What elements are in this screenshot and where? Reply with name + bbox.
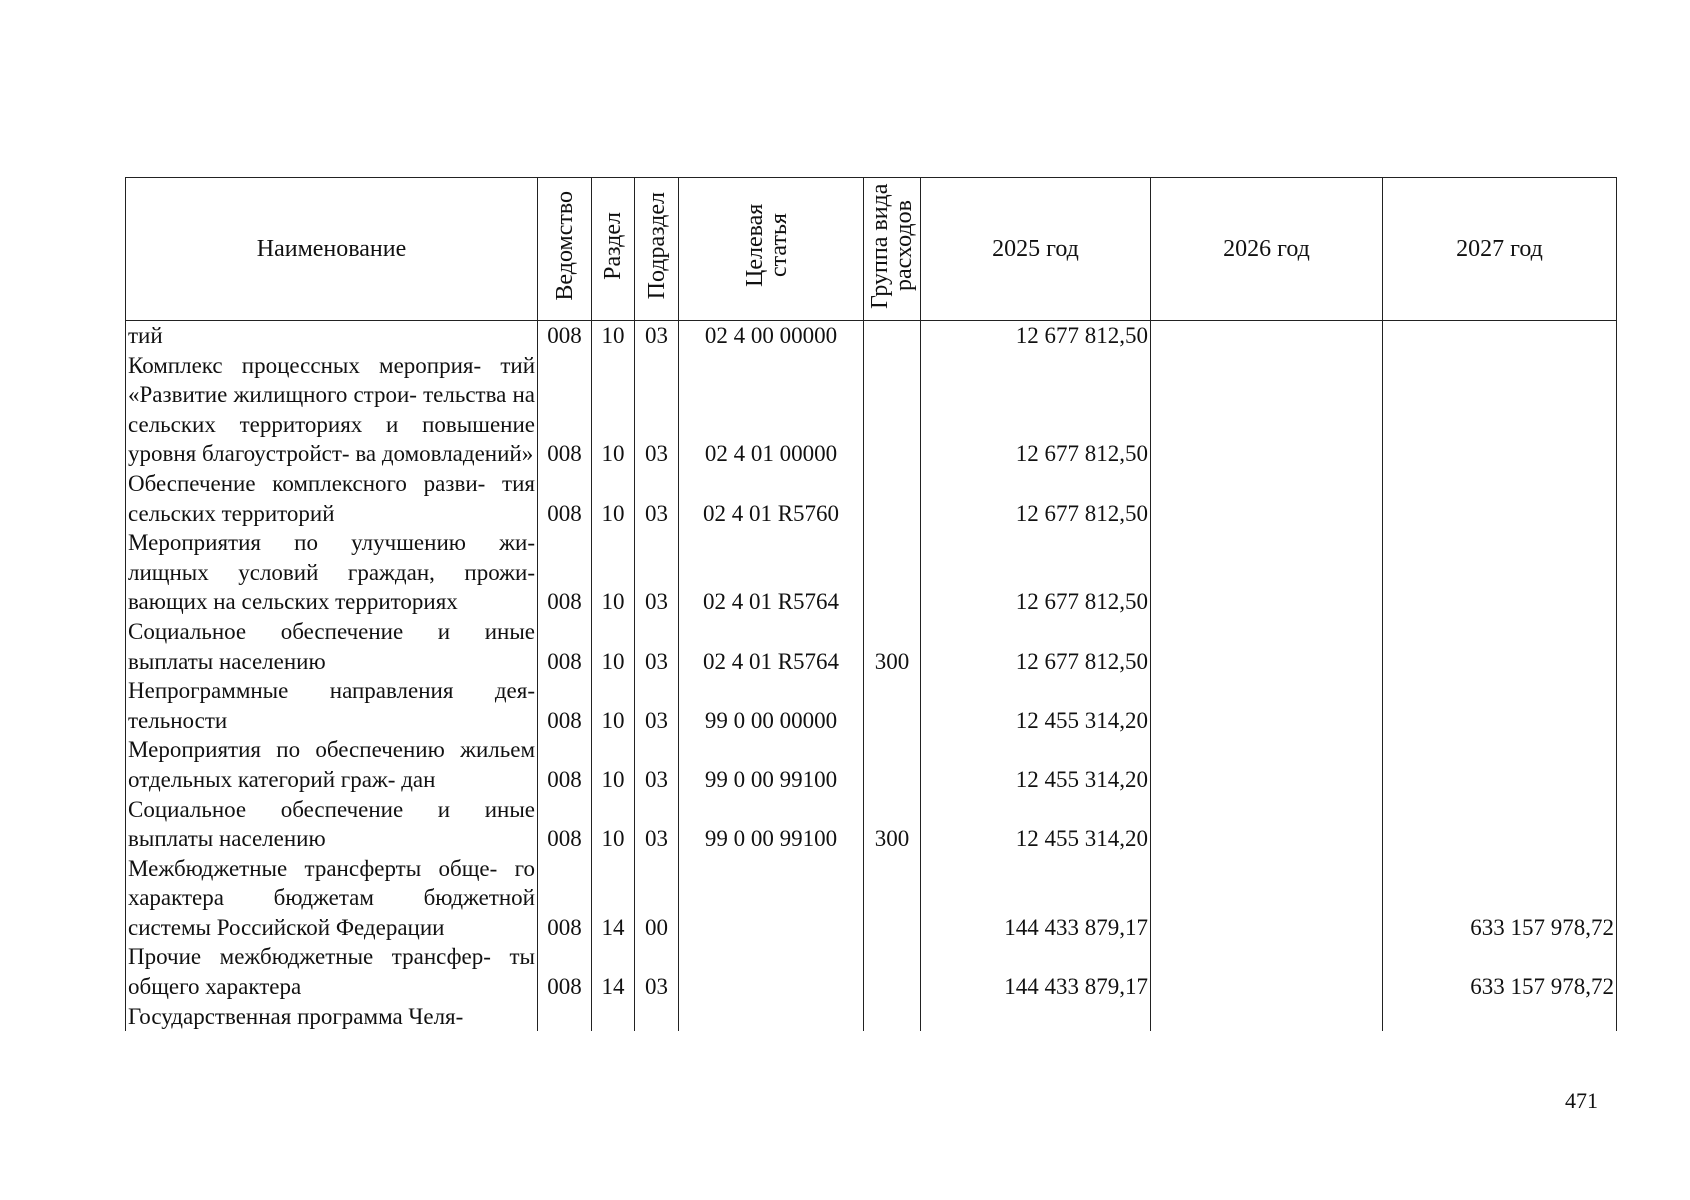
row-razdel: 10 [592,469,635,528]
row-2026 [1151,617,1383,676]
row-2025: 12 677 812,50 [921,528,1151,617]
header-gruppa-vida-rashodov: Группа вида расходов [864,178,921,321]
header-row [126,178,1617,321]
header-name: Наименование [126,178,538,321]
row-gruppa [864,321,921,351]
header-2026: 2026 год [1151,178,1383,321]
row-2025 [921,1002,1151,1032]
row-celevaya-statya: 02 4 01 R5760 [679,469,864,528]
row-2025: 12 677 812,50 [921,617,1151,676]
table-row [126,795,1617,854]
row-celevaya-statya [679,1002,864,1032]
row-2027 [1383,351,1617,469]
row-vedomstvo: 008 [538,528,592,617]
row-podrazdel: 03 [635,528,679,617]
row-name: Государственная программа Челя- [126,1002,538,1032]
row-podrazdel: 03 [635,795,679,854]
table-row [126,735,1617,794]
row-gruppa [864,1002,921,1032]
row-razdel: 14 [592,854,635,943]
row-2025: 12 677 812,50 [921,469,1151,528]
row-podrazdel: 03 [635,617,679,676]
table-row [126,321,1617,351]
row-2026 [1151,1002,1383,1032]
row-name: Социальное обеспечение и иные выплаты населению [126,795,538,854]
row-podrazdel [635,1002,679,1032]
row-2026 [1151,795,1383,854]
header-razdel: Раздел [592,178,635,321]
row-2027 [1383,528,1617,617]
row-2026 [1151,854,1383,943]
table-row [126,854,1617,943]
row-name: тий [126,321,538,351]
row-2026 [1151,528,1383,617]
page-number: 471 [1565,1088,1598,1113]
row-name: Межбюджетные трансферты обще- го характера бюджетам бюджетной системы Российской Федерации [126,854,538,943]
row-name: Социальное обеспечение и иные выплаты населению [126,617,538,676]
row-celevaya-statya: 99 0 00 00000 [679,676,864,735]
row-gruppa: 300 [864,617,921,676]
row-celevaya-statya [679,854,864,943]
row-name: Комплекс процессных мероприя- тий «Развитие жилищного строи- тельства на сельских территориях и повышение уровня благоустройст- ва домовладений» [126,351,538,469]
row-podrazdel: 03 [635,469,679,528]
row-2026 [1151,321,1383,351]
row-2025: 12 455 314,20 [921,795,1151,854]
row-vedomstvo: 008 [538,617,592,676]
row-vedomstvo: 008 [538,351,592,469]
table-row [126,617,1617,676]
row-razdel [592,1002,635,1032]
row-razdel: 10 [592,795,635,854]
row-vedomstvo: 008 [538,321,592,351]
row-vedomstvo: 008 [538,735,592,794]
row-2025: 144 433 879,17 [921,854,1151,943]
row-2025: 12 677 812,50 [921,351,1151,469]
row-2027 [1383,676,1617,735]
row-celevaya-statya: 99 0 00 99100 [679,735,864,794]
row-2027 [1383,469,1617,528]
budget-table [125,177,1617,1031]
row-2026 [1151,351,1383,469]
row-razdel: 14 [592,942,635,1001]
row-name: Обеспечение комплексного разви- тия сельских территорий [126,469,538,528]
row-podrazdel: 03 [635,942,679,1001]
row-vedomstvo: 008 [538,469,592,528]
row-gruppa [864,676,921,735]
row-razdel: 10 [592,676,635,735]
row-2027: 633 157 978,72 [1383,942,1617,1001]
row-podrazdel: 03 [635,676,679,735]
row-gruppa [864,854,921,943]
row-celevaya-statya: 02 4 01 R5764 [679,528,864,617]
row-razdel: 10 [592,617,635,676]
header-2027: 2027 год [1383,178,1617,321]
row-2026 [1151,469,1383,528]
row-vedomstvo: 008 [538,795,592,854]
row-2026 [1151,735,1383,794]
table-row [126,1002,1617,1032]
row-podrazdel: 00 [635,854,679,943]
row-razdel: 10 [592,528,635,617]
row-gruppa [864,942,921,1001]
row-celevaya-statya: 99 0 00 99100 [679,795,864,854]
row-name: Мероприятия по обеспечению жильем отдельных категорий граж- дан [126,735,538,794]
row-gruppa [864,351,921,469]
table-row [126,942,1617,1001]
header-celevaya-statya: Целевая статья [679,178,864,321]
row-podrazdel: 03 [635,351,679,469]
row-podrazdel: 03 [635,735,679,794]
row-vedomstvo [538,1002,592,1032]
row-2027 [1383,735,1617,794]
table-row [126,676,1617,735]
row-celevaya-statya: 02 4 01 R5764 [679,617,864,676]
row-name: Прочие межбюджетные трансфер- ты общего характера [126,942,538,1001]
row-2025: 144 433 879,17 [921,942,1151,1001]
header-podrazdel: Подраздел [635,178,679,321]
row-gruppa [864,469,921,528]
row-2026 [1151,676,1383,735]
row-razdel: 10 [592,735,635,794]
row-gruppa: 300 [864,795,921,854]
row-celevaya-statya: 02 4 01 00000 [679,351,864,469]
row-celevaya-statya [679,942,864,1001]
row-2025: 12 455 314,20 [921,676,1151,735]
row-2025: 12 677 812,50 [921,321,1151,351]
row-2027 [1383,1002,1617,1032]
row-razdel: 10 [592,351,635,469]
row-2025: 12 455 314,20 [921,735,1151,794]
row-razdel: 10 [592,321,635,351]
row-vedomstvo: 008 [538,854,592,943]
table-row [126,351,1617,469]
row-name: Мероприятия по улучшению жи- лищных условий граждан, прожи- вающих на сельских территориях [126,528,538,617]
header-vedomstvo: Ведомство [538,178,592,321]
header-2025: 2025 год [921,178,1151,321]
row-celevaya-statya: 02 4 00 00000 [679,321,864,351]
row-gruppa [864,528,921,617]
row-2027 [1383,617,1617,676]
row-2027 [1383,795,1617,854]
row-2027: 633 157 978,72 [1383,854,1617,943]
row-gruppa [864,735,921,794]
row-2026 [1151,942,1383,1001]
row-2027 [1383,321,1617,351]
table-row [126,528,1617,617]
table-row [126,469,1617,528]
row-vedomstvo: 008 [538,942,592,1001]
row-name: Непрограммные направления дея- тельности [126,676,538,735]
row-podrazdel: 03 [635,321,679,351]
row-vedomstvo: 008 [538,676,592,735]
